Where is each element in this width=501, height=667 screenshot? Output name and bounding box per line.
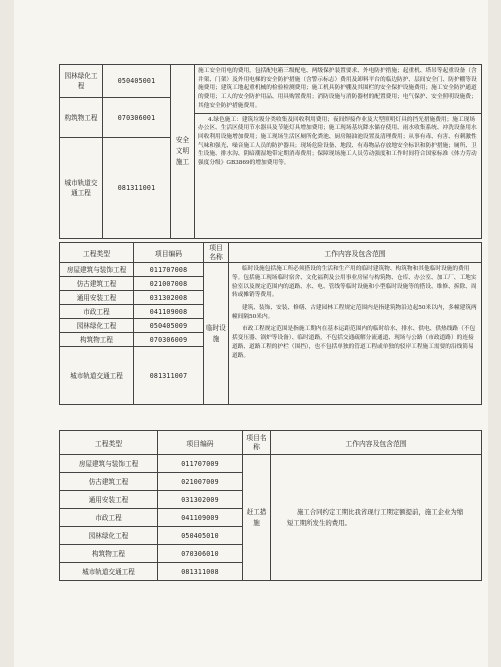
table-row-code: 050405001 — [103, 65, 171, 98]
header-type: 工程类型 — [60, 243, 134, 263]
table-row-code: 021007009 — [158, 473, 243, 491]
document-page — [14, 0, 488, 667]
header-code: 项目编码 — [158, 431, 243, 455]
table-row-code: 070306009 — [134, 333, 204, 347]
table-row-type: 园林绿化工程 — [60, 527, 158, 545]
table-row-type: 仿古建筑工程 — [60, 473, 158, 491]
table-row-code: 081311007 — [134, 347, 204, 405]
table-row-type: 城市轨道交通工程 — [60, 347, 134, 405]
description-text-2: 建筑、装饰、安装、修缮、古建园林工程规定范围内是指建筑物沿边起50米以内，多幢建筑两幢间隔50米内。 — [232, 305, 477, 320]
description-cell — [195, 65, 482, 239]
table-row-code: 011707008 — [134, 263, 204, 277]
table-row-type: 房屋建筑与装饰工程 — [60, 263, 134, 277]
table-row-code: 081311001 — [103, 138, 171, 239]
description-text-a: 施工安全用电的费用，包括配电箱三级配电、两级保护装置要求、外电防护措施；起重机、塔吊等起重设备（含井架、门架）及外用电梯的安全防护措施（含警示标志）费用及卸料平台的临边防护、层间安全门、防护棚等设施费用；建筑工地起重机械的检验检测费用；施工机具防护棚及其围栏的安全保护设施费用；施工安全防护通道的费用；工人的安全防护用品、用具购置费用；消防设施与消防器材的配置费用；电气保护、安全照明设施费；其他安全防护措施费用。 — [198, 68, 477, 109]
table-row-code: 070306001 — [103, 98, 171, 138]
table-row-code: 050405009 — [134, 319, 204, 333]
table-row-code: 050405010 — [158, 527, 243, 545]
table-row-type: 园林绿化工程 — [60, 65, 103, 98]
table-row-type: 构筑物工程 — [60, 545, 158, 563]
table-rush-measures — [59, 430, 482, 581]
table-temporary-facilities — [59, 242, 482, 405]
header-desc: 工作内容及包含范围 — [229, 243, 482, 263]
header-type: 工程类型 — [60, 431, 158, 455]
table-row-type: 市政工程 — [60, 305, 134, 319]
table-row-code: 031302008 — [134, 291, 204, 305]
header-item: 项目名称 — [243, 431, 271, 455]
table-safety-civilized — [59, 64, 482, 239]
table-row-code: 021007008 — [134, 277, 204, 291]
table-row-type: 仿古建筑工程 — [60, 277, 134, 291]
table-row-code: 041109009 — [158, 509, 243, 527]
description-text-b: 4.绿色施工：建筑垃圾分类收集及回收利用费用；夜间焊接作业及大型照明灯具的挡光措施费用；施工现场办公区、生活区使用节水器具及节能灯具增加费用；施工现场基坑降水储存使用、雨水收集系统、冲洗设备用水回收利用设施增加费用；施工现场生活区厕所化粪池、厨房隔油池设置及清理费用；从事有毒、有害、有刺激性气味和强光、噪音施工人员的防护器具；现场危险设备、地段、有毒物品存放地安全标识和防护措施；厕所、卫生设施、排水沟、阴暗潮湿地带定期消毒费用；保障现场施工人员劳动强度和工作时间符合国家标准《体力劳动强度分级》GB3869的增加费用等。 — [195, 113, 481, 170]
table-row-type: 市政工程 — [60, 509, 158, 527]
table-row-type: 房屋建筑与装饰工程 — [60, 455, 158, 473]
table-row-type: 城市轨道交通工程 — [60, 563, 158, 581]
header-code: 项目编码 — [134, 243, 204, 263]
table-row-type: 城市轨道交通工程 — [60, 138, 103, 239]
description-text-3: 市政工程规定范围是指施工期内在基本运距范围内的临时给水、排水、供电、供热线路（不包括变压器、锅炉等设备）、临时道路，不包括交通疏解分流通道、现场与公路（市政道路）的连接道路、道路工程的护栏（围挡），也不包括单独的管道工程或单独的驳岸工程施工需要的沿线简易道路。 — [232, 326, 476, 359]
description-text-1: 临时设施包括施工所必须搭设的生活和生产用的临时建筑物、构筑物和其他临时设施的费用等。包括施工现场临时宿舍、文化福利及公用事业房屋与构筑物、仓库、办公室、加工厂、工地实验室以及规定范围内的道路、水、电、管线等临时设施和小型临时设施等的搭设、维修、拆除、周转或摊销等费用。 — [232, 266, 477, 299]
header-desc: 工作内容及包含范围 — [271, 431, 482, 455]
table-row-code: 011707009 — [158, 455, 243, 473]
item-name-cell: 临时设施 — [204, 263, 229, 405]
header-item: 项目名称 — [204, 243, 229, 263]
item-name-cell: 赶工措施 — [243, 455, 271, 581]
table-row-code: 041109008 — [134, 305, 204, 319]
table-row-type: 通用安装工程 — [60, 491, 158, 509]
table-row-code: 070306010 — [158, 545, 243, 563]
table-row-type: 构筑物工程 — [60, 98, 103, 138]
table-row-type: 园林绿化工程 — [60, 319, 134, 333]
table-row-type: 通用安装工程 — [60, 291, 134, 305]
table-row-code: 081311008 — [158, 563, 243, 581]
table-row-type: 构筑物工程 — [60, 333, 134, 347]
item-name-cell: 安全文明施工 — [171, 65, 195, 239]
description-text: 施工合同约定工期比我省现行工期定额提前，施工企业为缩短工期所发生的费用。 — [271, 455, 482, 581]
table-row-code: 031302009 — [158, 491, 243, 509]
description-cell — [229, 263, 482, 405]
